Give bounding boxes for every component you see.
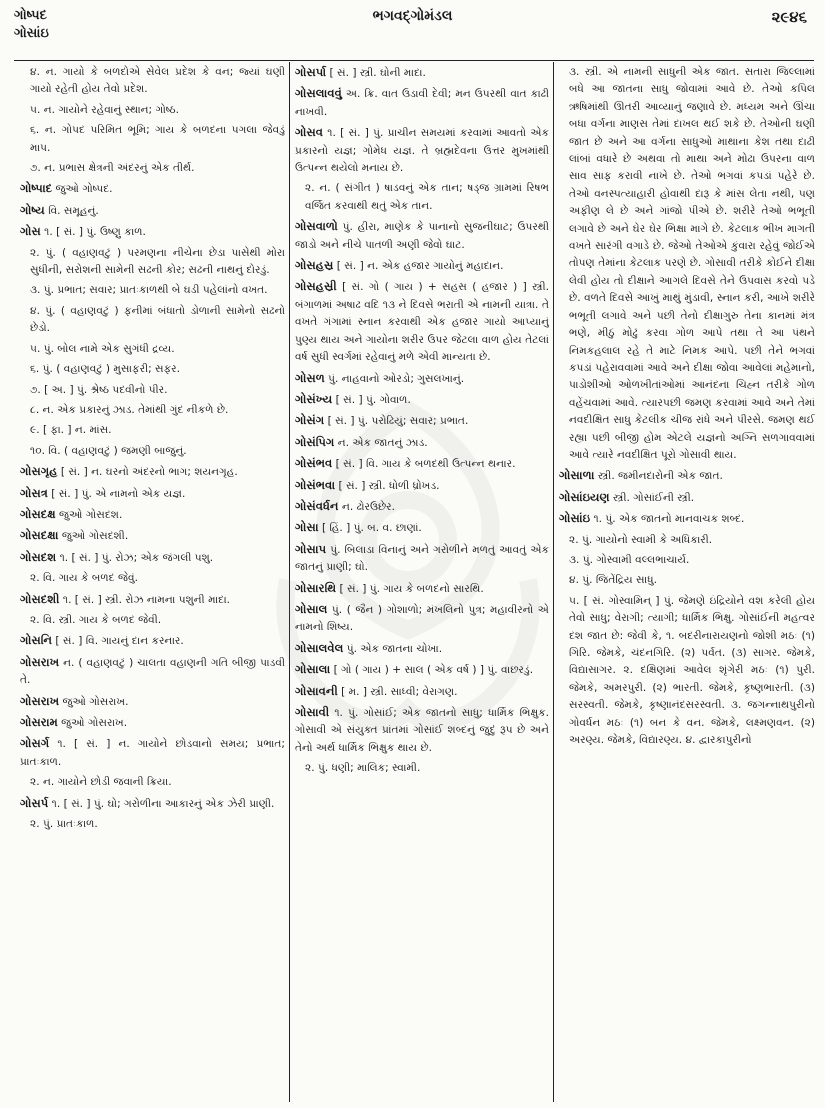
entry-definition: જુઓ ગોસદશી. <box>61 530 129 543</box>
dictionary-entry <box>295 601 549 637</box>
dictionary-entry <box>559 467 815 485</box>
entry-definition: ૧. [ સં. ] પું. પ્રાચીન સમયમાં કરવામાં આવતો એક પ્રકારનો યજ્ઞ; ગોમેધ યજ્ઞ. તે બ્રહ્મદેવના ઉત્તર મુખમાંથી ઉત્પન્ન થયેલો મનાય છે. <box>295 127 549 175</box>
entry-definition: પું. હીરા, માણેક કે પાનાનો સુજનીઘાટ; ઉપરથી જાડો અને નીચે પાતળી અણી જેવો ઘાટ. <box>295 221 549 251</box>
entry-headword: ગોસરામ <box>20 715 58 729</box>
page-number: ૨૯૪૬ <box>771 8 807 26</box>
dictionary-entry <box>20 816 285 833</box>
dictionary-entry <box>559 532 815 549</box>
entry-definition: ૨. પું. ધણી; માલિક; સ્વામી. <box>305 762 421 775</box>
dictionary-entry <box>295 180 549 215</box>
entry-headword: ગોસદક્ષા <box>20 528 59 543</box>
dictionary-entry <box>20 795 285 813</box>
entry-definition: [ હિં. ] પું. બ. વ. છાણાં. <box>321 522 422 535</box>
entry-definition: ૧. [ સં. ] પું. ઘો; ગરોળીના આકારનું એક ઝેરી પ્રાણી. <box>51 797 275 810</box>
dictionary-entry <box>295 455 549 473</box>
entry-definition: [ સં. ] પું. ગોવાળ. <box>335 393 411 406</box>
entry-definition: સ્ત્રી. જમીનદારોની એક જાત. <box>597 470 723 483</box>
entry-definition: ૧. [ સં. ] પું. ઉષ્ણુ કાળ. <box>44 226 146 239</box>
entry-definition: જુઓ ગોષ્પદ. <box>55 183 113 196</box>
column-divider <box>553 62 554 1102</box>
dictionary-entry <box>20 612 285 629</box>
dictionary-entry <box>20 282 285 299</box>
entry-definition: ૨. પું. ગાયોનો સ્વામી કે અધિકારી. <box>569 533 713 546</box>
entry-definition: ૧. [ સં. ] પું. રોઝ; એક જંગલી પશુ. <box>59 551 214 564</box>
entry-definition: ૪. પું. જિતેંદ્રિય સાધુ. <box>569 574 657 587</box>
entry-headword: ગોસહસ્ર <box>295 258 334 273</box>
entry-definition: અ. ક્રિ. વાત ઉડાવી દેવી; મન ઉપરથી વાત કાઢી નાખવી. <box>295 88 549 118</box>
entry-definition: ૨. પું. ( વહાણવટું ) પરમણના નીચેના છેડા પાસેથી મોરા સુધીની, સરોશની સામેની સઢની કોર; સઢની નાથનું દોરડું. <box>30 246 285 277</box>
entry-definition: પું. નાહવાનો ઓરડો; ગુસલખાનું. <box>328 372 465 385</box>
entry-definition: ૮. ન. એક પ્રકારનું ઝાડ. તેમાંથી ગુંદ નીકળે છે. <box>30 403 229 416</box>
column-3 <box>559 64 815 1104</box>
entry-headword: ગોસંભવ <box>295 456 333 471</box>
entry-definition: ૩. પું. પ્રભાત; સવાર; પ્રાતઃકાળથી બે ઘડી પહેલાંનો વખત. <box>30 284 268 297</box>
entry-definition: ૫. [ સં. ગોસ્વામિન્ ] પું. જેમણે ઇંદ્રિયોને વશ કરેલી હોય તેવો સાધુ; વેરાગી; ત્યાગી; ધાર્મિક ભિક્ષુ. ગોસાંઈની મહત્વર દશ જાત છે: જેવી કે, ૧. બદરીનારાયણનો જોશી મઠઃ (૧) ગિરિ. જેમકે, ચંદનગિરિ. (૨) પર્વત. (૩) સાગર. જેમકે, વિદ્યાસાગર. ૨. દક્ષિણમાં આવેલ શૃંગેરી મઠઃ (૧) પુરી. જેમકે, અમરપુરી. (૨) ભારતી. જેમકે, કૃષ્ણભારતી. (૩) સરસ્વતી. જેમકે, કૃષ્ણાનંદસરસ્વતી. ૩. જગન્નાથપુરીનો ગોવર્ધન મઠઃ (૧) બન કે વન. જેમકે, લક્ષ્મણવન. (૨) અરણ્ય. જેમકે, વિદ્યારણ્ય. ૪. દ્વારકાપુરીનો <box>569 594 815 747</box>
header-rule <box>14 60 814 61</box>
dictionary-entry <box>20 245 285 280</box>
column-divider <box>289 62 290 1102</box>
entry-definition: ૧. [ સં. ] ન. ગાયોને છોડવાનો સમય; પ્રભાત; પ્રાતઃકાળ. <box>20 738 285 768</box>
dictionary-entry <box>20 361 285 378</box>
dictionary-entry <box>20 443 285 460</box>
entry-headword: ગોસર્પા <box>295 65 327 79</box>
entry-headword: ગોસદશ <box>20 549 57 564</box>
entry-headword: ગોસાળા <box>559 468 595 483</box>
entry-headword: ગોસાવી <box>295 705 330 719</box>
dictionary-entry <box>559 510 815 528</box>
dictionary-entry <box>559 593 815 750</box>
dictionary-entry <box>295 434 549 452</box>
entry-headword: ગોસરાખ <box>20 654 60 669</box>
entry-headword: ગોસવાળો <box>295 219 338 234</box>
dictionary-entry <box>20 382 285 399</box>
dictionary-entry <box>20 463 285 481</box>
entry-headword: ગોષ્પાદ <box>20 181 53 196</box>
dictionary-entry <box>20 102 285 119</box>
dictionary-entry <box>559 572 815 589</box>
entry-definition: ૧. [ સં. ] સ્ત્રી. રોઝ નામના પશુની માદા. <box>62 593 231 606</box>
entry-definition: ૨. પું. પ્રાતઃકાળ. <box>30 818 98 831</box>
entry-headword: ગોસ <box>20 224 41 239</box>
dictionary-entry <box>20 654 285 690</box>
guide-word-first: ગોષ્પદ <box>14 8 47 23</box>
dictionary-entry <box>295 661 549 679</box>
entry-definition: ૭. [ અ. ] પું. શ્રેષ્ઠ પદવીનો પીર. <box>30 383 168 396</box>
entry-headword: ગોસલાવવું <box>295 86 342 101</box>
entry-definition: [ ગો ( ગાય ) + સાલ ( એક વર્ષ ) ] પું. વાછરડું. <box>333 664 534 677</box>
entry-headword: ગોસાંઇયણ <box>559 489 610 504</box>
entry-headword: ગોસાપ <box>295 541 327 556</box>
dictionary-entry <box>20 303 285 338</box>
entry-headword: ગોસંગ <box>295 413 325 428</box>
dictionary-entry <box>20 506 285 524</box>
entry-definition: [ મ. ] સ્ત્રી. સાધ્વી; વેરાગણ. <box>341 685 458 698</box>
entry-headword: ગોસત્ર <box>20 485 48 500</box>
entry-headword: ગોસર્ગ <box>20 736 50 751</box>
entry-definition: [ સં. ] સ્ત્રી. ઘોની માદા. <box>329 67 426 79</box>
entry-definition: [ સં. ] વિ. ગાય કે બળદથી ઉત્પન્ન થનાર. <box>335 458 516 471</box>
dictionary-entry <box>20 122 285 157</box>
entry-headword: ગોસંભવા <box>295 477 336 492</box>
column-1 <box>20 64 285 1104</box>
dictionary-entry <box>295 498 549 516</box>
entry-definition: સ્ત્રી. ગોસાંઈની સ્ત્રી. <box>613 491 695 504</box>
entry-definition: જુઓ ગોસદશ. <box>59 508 123 521</box>
dictionary-entry <box>20 570 285 587</box>
entry-headword: ગોષ્ય <box>20 202 45 217</box>
dictionary-entry <box>295 640 549 658</box>
dictionary-entry <box>295 580 549 598</box>
dictionary-entry <box>295 257 549 275</box>
dictionary-entry <box>295 541 549 577</box>
dictionary-entry <box>20 485 285 503</box>
entry-definition: [ સં. ] વિ. ગાયનું દાન કરનાર. <box>55 635 184 648</box>
dictionary-entry <box>559 64 815 464</box>
entry-definition: [ સં. ] પું. પરોઢિયું; સવાર; પ્રભાત. <box>327 415 469 428</box>
entry-definition: ૩. સ્ત્રી. એ નામની સાધુની એક જાત. સતારા જિલ્લામાં બધે આ જાતના સાધુ જોવામાં આવે છે. તેઓ કપિલ ઋષિમાંથી ઊતરી આવ્યાનું જણાવે છે. મધ્યમ અને ઊંચા બધા વર્ગના માણસ તેમાં દાખલ થઈ શકે છે. તેઓની ઘણી જાત છે અને આ વર્ગના સાધુઓ માથાના કેશ તથા દાઢી લાંબાં વધારે છે અથવા તો માથા અને મોઢા ઉપરના વાળ સાવ સાફ કરાવી નાખે છે. તેઓ ભગવાં કપડાં પહેરે છે. તેઓ વનસ્પત્યાહારી હોવાથી દારૂ કે માંસ લેતા નથી, પણ અફીણ લે છે અને ગાંજો પીએ છે. શરીરે તેઓ ભભૂતી લગાવે છે અને ઘેર ઘેર ભિક્ષા માગે છે. કેટલાક ભીખ માગતી વખતે સારંગી વગાડે છે. જેઓ તેઓએ કુંવારા રહેવું જોઈએ તોપણ તેમાંના કેટલાક પરણે છે. ગોસાવી તરીકે કોઈને દીક્ષા લેવી હોય તો દીક્ષાને આગલે દિવસે તેને ઉપવાસ કરવો પડે છે. વળતે દિવસે આખું માથું મુંડાવી, સ્નાન કરી, આખે શરીરે ભભૂતી લગાવે અને પછી તેનો દીક્ષાગુરુ તેના કાનમાં મંત્ર ભણે, મીઠું મોઢું કરવા ગોળ આપે તથા તે આ પંથને નિમકહલાલ રહે તે માટે નિમક આપે. પછી તેને ભગવાં કપડાં પહેરાવવામાં આવે અને દીક્ષા જોવા આવેલાં મહેમાનો, પાડોશીઓ ઓળખીતાંઓમાં આનંદના ચિહ્ન તરીકે ગોળ વહેંચવામાં આવે. ત્યારપછી જમણ કરવામાં આવે અને તેમાં નવદીક્ષિત સાધુ કેટલીક ચીજ રાંધે અને પીરસે. જમણ થઈ રહ્યા પછી બીજી હોમ એટલે યજ્ઞનો અગ્નિ સળગાવવામાં આવે ત્યારે નવદીક્ષિત પૂરો ગોસાવી થાય. <box>569 66 815 461</box>
dictionary-entry <box>20 160 285 177</box>
dictionary-entry <box>295 683 549 701</box>
entry-definition: [ સં. ] ન. એક હજાર ગાયોનું મહાદાન. <box>336 260 504 273</box>
dictionary-entry <box>559 552 815 569</box>
entry-definition: ૫. ન. ગાયોને રહેવાનું સ્થાન; ગોષ્ઠ. <box>30 103 180 116</box>
dictionary-entry <box>20 774 285 791</box>
running-title: ભગવદ્ગોમંડલ <box>372 8 453 24</box>
entry-definition: ૪. પું. ( વહાણવટું ) ફનીમાં બંધાતો ડોળાની સામેનો સઢનો છેડો. <box>30 304 285 335</box>
entry-headword: ગોસાવની <box>295 683 338 698</box>
dictionary-entry <box>20 632 285 650</box>
dictionary-entry <box>295 370 549 388</box>
entry-headword: ગોસહસ્રી <box>295 279 337 294</box>
entry-definition: ૫. પું. બોલ નામે એક સુગંધી દ્રવ્ય. <box>30 342 175 355</box>
entry-definition: ૧. પું. ગોસાંઈ; એક જાતનો સાધુ; ધાર્મિક ભિક્ષુક. ગોસાવી એ સંયુક્ત પ્રાંતમાં ગોસાંઈ શબ્દનું જુદું રૂપ છે અને તેનો અર્થ ધાર્મિક ભિક્ષુક થાય છે. <box>295 707 549 754</box>
dictionary-entry <box>295 412 549 430</box>
entry-definition: જુઓ ગોસરાખ. <box>62 695 129 708</box>
column-2 <box>295 64 549 1104</box>
entry-headword: ગોસરાખ <box>20 693 60 708</box>
entry-headword: ગોસંખ્ય <box>295 391 333 406</box>
entry-definition: ન. ઢોરઉછેર. <box>341 500 396 513</box>
dictionary-entry <box>20 591 285 609</box>
entry-definition: ૩. પું. ગોસ્વામી વલ્લભાચાર્ય. <box>569 553 690 566</box>
entry-definition: [ સં. ] પું. એ નામનો એક યજ્ઞ. <box>51 487 186 500</box>
entry-definition: ૨. ન. ( સંગીત ) ષાડવનું એક તાન; ષડ્જ ગ્રામમાં રિષભ વર્જિત કરવાથી થતું એક તાન. <box>305 182 549 212</box>
entry-headword: ગોસંવર્ધન <box>295 498 339 513</box>
entry-definition: [ સં. ] સ્ત્રી. ધોળી ધ્રોખડ. <box>338 479 440 492</box>
dictionary-entry <box>295 704 549 757</box>
dictionary-entry <box>20 180 285 198</box>
entry-headword: ગોસળ <box>295 370 325 385</box>
dictionary-entry <box>20 202 285 220</box>
entry-definition: ૨. ન. ગાયોને છોડી જવાની ક્રિયા. <box>30 776 172 789</box>
entry-definition: [ સં. ] પું. ગાય કે બળદનો સારથિ. <box>339 582 484 595</box>
dictionary-entry <box>295 64 549 82</box>
entry-headword: ગોસાલ <box>295 601 328 616</box>
entry-definition: ૧૦. વિ. ( વહાણવટું ) જમણી બાજુનું. <box>30 444 187 457</box>
entry-definition: પું. ( જૈન ) ગોશાળો; મંખલિનો પુત્ર; મહાવીરનો એ નામનો શિષ્ય. <box>295 603 549 634</box>
dictionary-entry <box>295 760 549 777</box>
dictionary-entry <box>20 735 285 771</box>
entry-headword: ગોસનિ <box>20 633 53 648</box>
dictionary-entry <box>20 223 285 241</box>
entry-definition: ૧. પું. એક જાતનો માનવાચક શબ્દ. <box>593 513 745 526</box>
entry-headword: ગોસદશી <box>20 591 60 606</box>
entry-definition: ૬. પું. ( વહાણવટું ) મુસાફરી; સફર. <box>30 363 181 376</box>
entry-headword: ગોસારથિ <box>295 580 337 595</box>
entry-headword: ગોસાંઇ <box>559 511 591 526</box>
guide-word-last: ગોસાંઇ <box>14 26 49 41</box>
entry-definition: ન. એક જાતનું ઝાડ. <box>337 436 428 449</box>
entry-definition: પું. બિલાડા વિનાનું અને ગરોળીને મળતું આવતું એક જાતનું પ્રાણી; ઘો. <box>295 543 549 574</box>
entry-headword: ગોસા <box>295 520 319 535</box>
entry-definition: ન. ( વહાણવટું ) ચાલતા વહાણની ગતિ બીજી પાડવી તે. <box>20 656 285 687</box>
dictionary-entry <box>20 714 285 732</box>
entry-definition: [ સં. ગો ( ગાય ) + સહસ ( હજાર ) ] સ્ત્રી. બંગાળમાં અષાઢ વદિ ૧૩ ને દિવસે ભરાતી એ નામની યાત્રા. તે વખતે ગંગામાં સ્નાન કરવાથી એક હજાર ગાયો આપ્યાનું પુણ્ય થાય અને ગાયોના શરીર ઉપર જેટલા વાળ હોય તેટલાં વર્ષ સુધી સ્વર્ગમાં રહેવાનું મળે એવી માન્યતા છે. <box>295 281 549 364</box>
dictionary-entry <box>295 124 549 177</box>
dictionary-entry <box>20 402 285 419</box>
entry-headword: ગોસવ <box>295 125 323 140</box>
dictionary-entry <box>295 519 549 537</box>
entry-definition: ૨. વિ. ગાય કે બળદ જેવું. <box>30 572 138 585</box>
entry-headword: ગોસંપિગ <box>295 434 335 449</box>
entry-headword: ગોસર્પ <box>20 795 49 810</box>
entry-definition: ૪. ન. ગાયો કે બળદોએ સેવેલ પ્રદેશ કે વન; જ્યાં ઘણી ગાયો રહેતી હોય તેવો પ્રદેશ. <box>30 66 285 96</box>
entry-headword: ગોસગૃહ <box>20 464 58 479</box>
dictionary-entry <box>20 64 285 99</box>
entry-definition: ૯. [ ફા. ] ન. માંસ. <box>30 424 112 437</box>
dictionary-entry <box>20 341 285 358</box>
dictionary-entry <box>295 477 549 495</box>
dictionary-entry <box>295 391 549 409</box>
dictionary-entry <box>295 218 549 254</box>
entry-definition: વિ. સમૂહનું. <box>48 204 99 217</box>
dictionary-entry <box>20 693 285 711</box>
entry-definition: પું. એક જાતના ચોખા. <box>346 642 443 655</box>
entry-headword: ગોસાલવેલ <box>295 640 344 655</box>
entry-definition: ૨. વિ. સ્ત્રી. ગાય કે બળદ જેવી. <box>30 613 162 626</box>
dictionary-entry <box>295 85 549 121</box>
dictionary-entry <box>559 489 815 507</box>
entry-definition: જુઓ ગોસરાખ. <box>61 717 128 729</box>
entry-headword: ગોસાલા <box>295 662 331 677</box>
dictionary-entry <box>20 422 285 439</box>
dictionary-entry <box>20 527 285 545</box>
dictionary-entry <box>20 549 285 567</box>
entry-headword: ગોસદક્ષ <box>20 506 56 521</box>
entry-definition: ૭. ન. પ્રભાસ ક્ષેત્રની અંદરનું એક તીર્થ. <box>30 162 195 175</box>
entry-definition: ૬. ન. ગોપદ પરિમિત ભૂમિ; ગાય કે બળદના પગલા જેવડું માપ. <box>30 124 285 154</box>
dictionary-entry <box>295 278 549 366</box>
entry-definition: [ સં. ] ન. ઘરનો અંદરનો ભાગ; શયનગૃહ. <box>60 466 238 479</box>
